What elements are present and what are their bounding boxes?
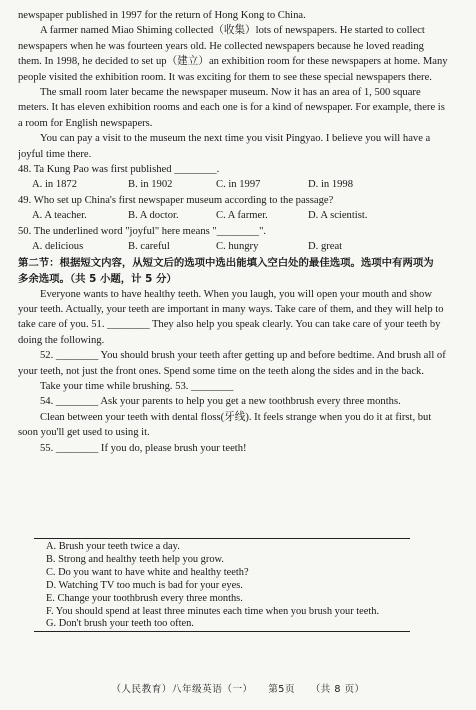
passage-line: The small room later became the newspaper museum. Now it has an area of 1, 500 square <box>40 87 421 99</box>
passage-line: take care of you. 51. ________ They also help you speak clearly. You can take care of your teeth by <box>18 319 441 331</box>
option-b[interactable]: B. A doctor. <box>128 210 179 222</box>
passage-line: A farmer named Miao Shiming collected（收集）lots of newspapers. He started to collect <box>40 25 425 37</box>
passage-line: doing the following. <box>18 334 105 346</box>
option-d[interactable]: D. great <box>308 241 343 253</box>
passage-line: 55. ________ If you do, please brush your teeth! <box>40 442 247 454</box>
answer-options <box>18 177 460 192</box>
passage-line: Take your time while brushing. 53. ________ <box>40 380 234 392</box>
option-a[interactable]: A. delicious <box>32 241 84 253</box>
question-50 <box>18 224 460 255</box>
passage-line: them. In 1998, he decided to set up（建立）an exhibition room for these newspapers at home. Many <box>18 56 448 68</box>
question-stem: 48. Ta Kung Pao was first published ________. <box>18 164 220 176</box>
choices-box <box>34 538 410 632</box>
passage-line: newspaper published in 1997 for the return of Hong Kong to China. <box>18 10 306 21</box>
passage-line: newspapers when he was fourteen years old. He collected newspapers because he loved reading <box>18 40 424 52</box>
option-a[interactable]: A. A teacher. <box>32 210 87 222</box>
footer-publisher: （人民教育）八年级英语（一） <box>111 684 253 695</box>
choice-e[interactable]: E. Change your toothbrush every three months. <box>46 592 243 604</box>
choice-c[interactable]: C. Do you want to have white and healthy teeth? <box>46 566 249 578</box>
section-heading <box>18 255 460 287</box>
question-49 <box>18 193 460 224</box>
footer-page-number: 第5页 <box>268 684 296 695</box>
passage-line: people visited the exhibition room. It was exciting for them to see these special newspapers there. <box>18 71 432 83</box>
choice-f[interactable]: F. You should spend at least three minutes each time when you brush your teeth. <box>46 605 380 617</box>
passage-line: meters. It has eleven exhibition rooms and each one is for a kind of newspaper. For example, there is <box>18 102 445 114</box>
section-heading-line: 多余选项。（共 5 小题，计 5 分） <box>18 272 177 285</box>
choice-b[interactable]: B. Strong and healthy teeth help you grow. <box>46 553 224 565</box>
footer-page-total: （共 8 页） <box>310 684 365 695</box>
option-b[interactable]: B. careful <box>128 241 170 253</box>
option-d[interactable]: D. in 1998 <box>308 179 354 191</box>
option-b[interactable]: B. in 1902 <box>128 179 173 191</box>
passage-line: a room for English newspapers. <box>18 117 153 129</box>
cloze-passage <box>18 287 460 456</box>
question-48 <box>18 162 460 193</box>
passage-line: Everyone wants to have healthy teeth. When you laugh, you will open your mouth and show <box>40 288 432 300</box>
choice-d[interactable]: D. Watching TV too much is bad for your eyes. <box>46 579 243 591</box>
option-c[interactable]: C. A farmer. <box>216 210 268 222</box>
question-stem: 50. The underlined word "joyful" here means "________". <box>18 225 267 237</box>
page-footer <box>0 681 476 695</box>
choice-g[interactable]: G. Don't brush your teeth too often. <box>46 618 194 630</box>
question-stem: 49. Who set up China's first newspaper museum according to the passage? <box>18 194 334 206</box>
answer-options <box>18 239 460 254</box>
passage-line: You can pay a visit to the museum the next time you visit Pingyao. I believe you will have a <box>40 133 431 145</box>
passage-line: 52. ________ You should brush your teeth after getting up and before bedtime. And brush all of <box>40 350 446 362</box>
passage-line: joyful time there. <box>18 148 92 160</box>
answer-options <box>18 208 460 223</box>
reading-passage <box>18 8 460 162</box>
passage-line: Clean between your teeth with dental floss(牙线). It feels strange when you do it at first, but <box>40 411 432 423</box>
choice-a[interactable]: A. Brush your teeth twice a day. <box>46 541 180 552</box>
option-d[interactable]: D. A scientist. <box>308 210 368 222</box>
passage-line: 54. ________ Ask your parents to help you get a new toothbrush every three months. <box>40 396 401 408</box>
option-a[interactable]: A. in 1872 <box>32 179 78 191</box>
option-c[interactable]: C. in 1997 <box>216 179 261 191</box>
section-heading-line: 第二节：根据短文内容，从短文后的选项中选出能填入空白处的最佳选项。选项中有两项为 <box>18 256 434 269</box>
option-c[interactable]: C. hungry <box>216 241 259 253</box>
passage-line: soon you'll get used to using it. <box>18 427 150 439</box>
passage-line: your teeth, not just the front ones. Spend some time on the teeth along the sides and in the back. <box>18 365 425 377</box>
passage-line: your teeth. Actually, your teeth are important in many ways. Take care of them, and they will help to <box>18 303 444 315</box>
